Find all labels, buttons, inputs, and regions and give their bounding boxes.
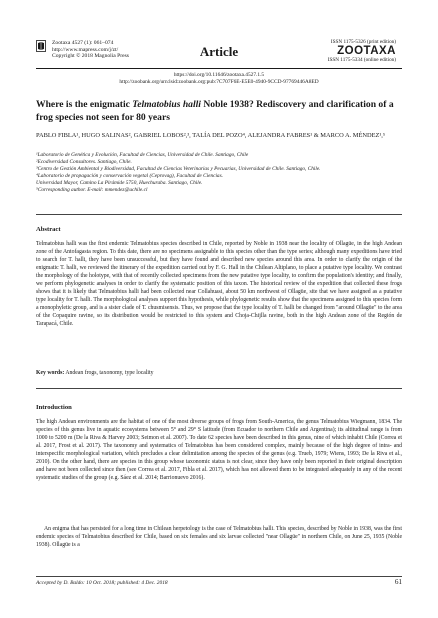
header-divider	[36, 68, 402, 69]
keywords	[36, 370, 402, 376]
doi-link[interactable]: https://doi.org/10.11646/zootaxa.4527.1.5	[173, 72, 265, 78]
issn-info	[276, 39, 396, 63]
paper-title	[36, 98, 406, 124]
issn-online: ISSN 1175-5334 (online edition)	[327, 57, 396, 64]
zoobank-lsid[interactable]: http://zoobank.org/urn:lsid:zoobank.org:pub:7C707F6E-E5E0-4940-9CCD-97769446A8ED	[119, 79, 319, 85]
journal-name: ZOOTAXA	[337, 45, 396, 58]
journal-ref: Zootaxa 4527 (1): 061–074	[52, 40, 114, 46]
introduction-heading: Introduction	[36, 404, 72, 411]
footer-divider	[36, 576, 402, 577]
section-divider	[36, 388, 402, 389]
section-divider	[36, 214, 402, 215]
affiliations	[36, 152, 406, 193]
title-species: Telmatobius halli	[132, 99, 201, 110]
affiliation: Universidad Mayor, Camino La Pirámide 5750, Huechuraba. Santiago, Chile.	[36, 179, 203, 186]
journal-url[interactable]: http://www.mapress.com/j/zt/	[52, 46, 119, 53]
article-label: Article	[199, 44, 239, 59]
abstract-text: Telmatobius halli was the first endemic Telmatobius species described in Chile, reported by Noble in 1938 near the locality of Ollagüe, in the high Andean zone of the Antofagasta region. To this date, there are no specimens assignable to this species other than the type series; although many expeditions have tried to search for T. halli, they have been unsuccessful, but they have found and described new species around this area. In order to clarify the origin of the enigmatic T. halli, we reviewed the itinerary of the expedition carried out by F. G. Hall in the Chilean Altiplano, to place a putative type locality. We contrast the morphology of the holotype, with that of recently collected specimens from the new putative type locality, to confirm the population's identity; and finally, we perform phylogenetic analyses in order to clarify the systematic position of this taxon. The historical review of the expedition that collected these frogs shows that it is likely that Telmatobius halli had been collected near Collahuasi, about 50 km northwest of Ollagüe, site that we have assigned as a putative type locality for T. halli. The morphological analyses support this hypothesis, while phylogenetic results show that the specimens assigned to this species form a monophyletic group, and is a sister clade of T. chusmisensis. Thus, we propose that the type locality of T. halli be changed from "around Ollagüe" to the area of the Copaquire ravine, so its distribution would be restricted to this system and Choja-Chijlla ravine, both in the high Andean zone of the Región de Tarapacá, Chile.	[36, 241, 402, 327]
affiliation: ⁴Laboratorio de propagación y conservación vegetal (Ceprovag), Facultad de Ciencias.	[36, 172, 223, 179]
affiliation: ⁵Corresponding author. E-mail: mmendez@uchile.cl	[36, 186, 148, 193]
title-part: Where is the enigmatic	[36, 99, 133, 110]
copyright: Copyright © 2018 Magnolia Press	[52, 53, 129, 60]
affiliation: ¹Laboratorio de Genética y Evolución, Facultad de Ciencias, Universidad de Chile. Santiago, Chile	[36, 152, 249, 158]
keywords-label: Key words:	[36, 370, 65, 376]
introduction-paragraph: The high Andean environments are the habitat of one of the most diverse groups of frogs from South-America, the genus Telmatobius Wiegmann, 1834. The species of this genus live in aquatic ecosystems between 5° and 29° S latitude (from Ecuador to northern Chile and Argentina); its altitudinal range is from 1000 to 5200 m (De la Riva & Harvey 2003; Seimon et al. 2007). To date 62 species have been described in this genus, nine of which inhabit Chile (Correa et al. 2017, Frost et al. 2017). The taxonomy and systematics of Telmatobius has been considered complex, mainly because of the high degree of intra- and interspecific morphological variation, which precludes a clear delimitation among the species of the genus (e.g. Trueb, 1979; Wiens, 1993; De la Riva et al., 2010). On the other hand, there are species in this group whose taxonomic status is not clear, since they have only been reported in their original description and have not been collected since then (see Correa et al. 2017, Fibla et al. 2017), which has not allowed them to be integrated adequately in any of the recent systematic studies of the group (e.g. Sáez et al. 2014; Barrionuevo 2016).	[36, 419, 402, 481]
issn-print: ISSN 1175-5326 (print edition)	[330, 39, 396, 45]
page-number: 61	[394, 578, 402, 586]
doi-block	[0, 72, 438, 86]
introduction-paragraph: An enigma that has persisted for a long time in Chilean herpetology is the case of Telmatobius halli. This species, described by Noble in 1938, was the first endemic species of Telmatobius described for Chile, based on six females and six larvae collected "near Ollagüe" in northern Chile, on June 25, 1935 (Noble 1938). Ollagüe is a	[36, 526, 402, 548]
keywords-text: Andean frogs, taxonomy, type locality	[65, 370, 154, 376]
title-part: Noble 1938? Rediscovery and clarification of a frog species not seen for 80 years	[36, 99, 394, 123]
affiliation: ²Ecodiversidad Consultores. Santiago, Chile.	[36, 158, 132, 165]
author-list: PABLO FIBLA¹, HUGO SALINAS², GABRIEL LOBOS²,³, TALÍA DEL POZO⁴, ALEJANDRA FABRES¹ & MARCO A. MÉNDEZ¹,⁵	[36, 132, 386, 139]
acceptance-note: Accepted by D. Baldo: 10 Oct. 2018; published: 4 Dec. 2018	[36, 580, 168, 586]
abstract-heading: Abstract	[36, 226, 61, 233]
affiliation: ³Centro de Gestión Ambiental y Biodiversidad, Facultad de Ciencias Veterinarias y Pecuarias, Universidad de Chile. Santiago, Chile.	[36, 165, 321, 172]
